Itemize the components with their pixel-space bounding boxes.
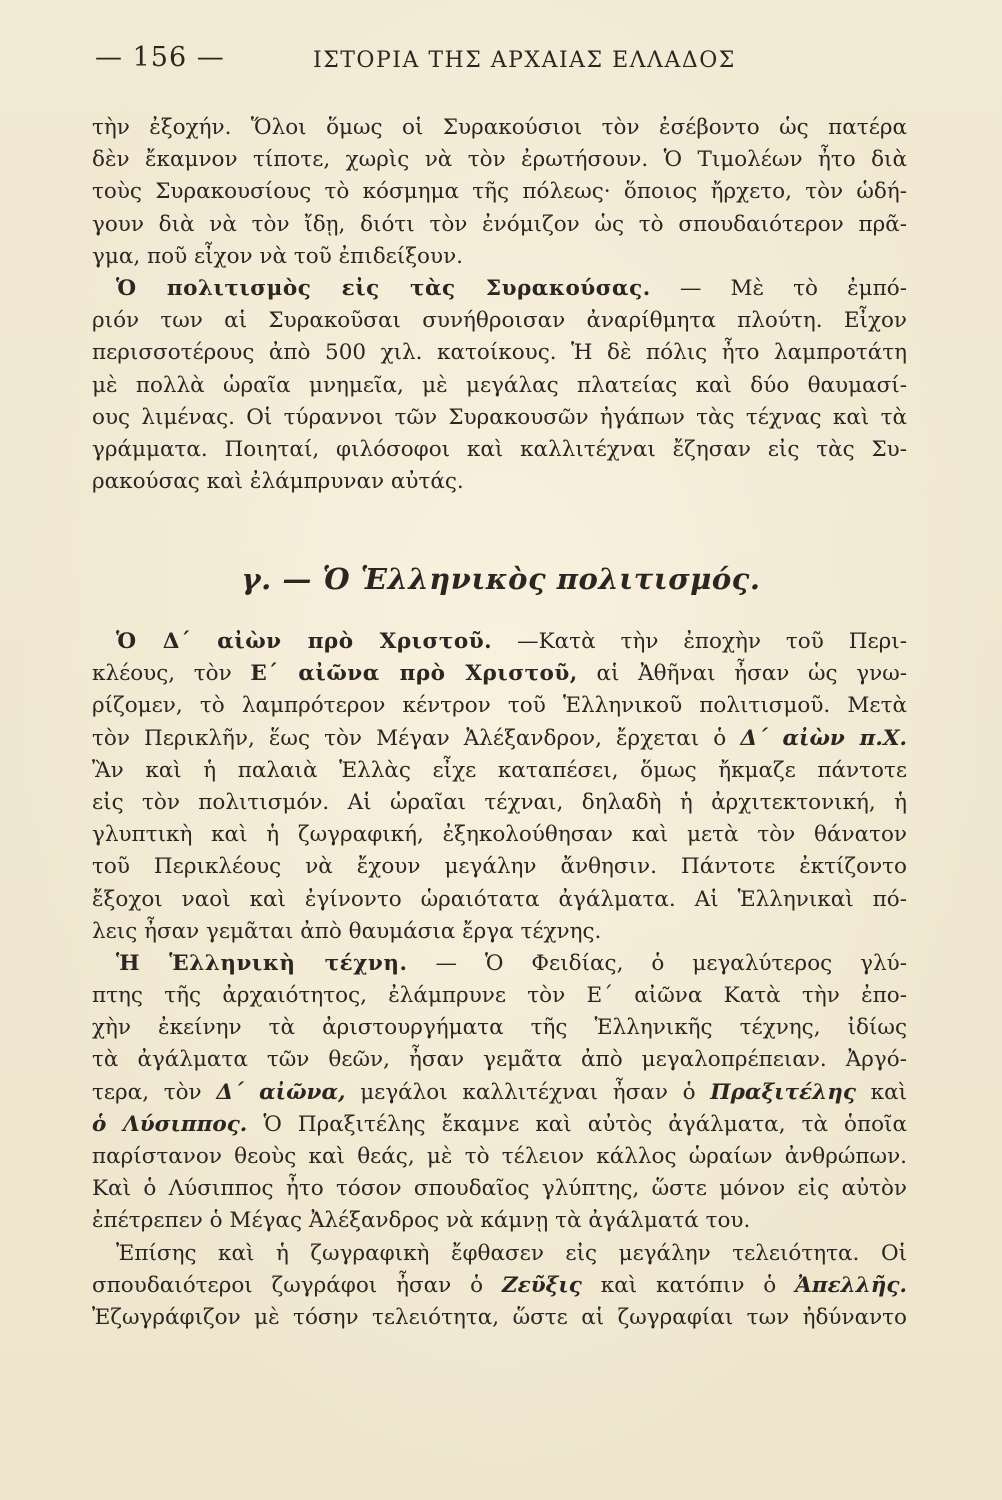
text-line: λεις ἦσαν γεμᾶται ἀπὸ θαυμάσια ἔργα τέχνης. — [92, 918, 602, 944]
text-line — [92, 1109, 907, 1141]
text-line: τοῦ Περικλέους νὰ ἔχουν μεγάλην ἄνθησιν. Πάντοτε ἐκτίζοντο — [92, 854, 907, 880]
paragraph-heading-line — [92, 626, 907, 658]
italic-run: Δ΄ αἰὼν π.Χ. — [740, 725, 907, 751]
text-line: τὴν ἐξοχήν. Ὅλοι ὅμως οἱ Συρακούσιοι τὸν ἐσέβοντο ὡς πατέρα — [92, 115, 907, 140]
inline-heading: Ε΄ αἰῶνα πρὸ Χριστοῦ, — [250, 661, 578, 687]
text-run: κλέους, τὸν — [92, 661, 232, 687]
text-run: — Ὁ Φειδίας, ὁ μεγαλύτερος γλύ- — [435, 950, 907, 976]
text-run: αἱ Ἀθῆναι ἦσαν ὡς γνω- — [596, 661, 907, 687]
italic-run: Ζεῦξις — [501, 1272, 582, 1298]
body-text-continued — [92, 626, 907, 1334]
text-line: ριόν των αἱ Συρακοῦσαι συνήθροισαν ἀναρίθμητα πλούτη. Εἶχον — [92, 308, 907, 334]
text-line: Ἐπίσης καὶ ἡ ζωγραφικὴ ἔφθασεν εἰς μεγάλην τελειότητα. Οἱ — [116, 1240, 907, 1266]
text-run: καὶ — [870, 1079, 907, 1105]
text-line: ρακούσας καὶ ἐλάμπρυναν αὐτάς. — [92, 469, 464, 495]
italic-run: Ἀπελλῆς. — [795, 1272, 907, 1298]
text-line: τοὺς Συρακουσίους τὸ κόσμημα τῆς πόλεως· ὅποιος ἤρχετο, τὸν ὡδή- — [92, 179, 907, 205]
text-line: γλυπτικὴ καὶ ἡ ζωγραφική, ἐξηκολούθησαν καὶ μετὰ τὸν θάνατον — [92, 822, 907, 848]
text-run: τὸν Περικλῆν, ἕως τὸν Μέγαν Ἀλέξανδρον, ἔρχεται ὁ — [92, 725, 727, 751]
text-line — [92, 658, 907, 690]
text-line: ρίζομεν, τὸ λαμπρότερον κέντρον τοῦ Ἑλληνικοῦ πολιτισμοῦ. Μετὰ — [92, 693, 907, 719]
text-line: Ἐζωγράφιζον μὲ τόσην τελειότητα, ὥστε αἱ ζωγραφίαι των ἠδύναντο — [92, 1304, 907, 1330]
running-title: ΙΣΤΟΡΙΑ ΤΗΣ ΑΡΧΑΙΑΣ ΕΛΛΑΔΟΣ — [313, 48, 736, 73]
paragraph-heading-line — [92, 273, 907, 305]
paragraph-heading-line — [92, 948, 907, 980]
body-text — [92, 112, 907, 498]
text-line: γράμματα. Ποιηταί, φιλόσοφοι καὶ καλλιτέχναι ἔζησαν εἰς τὰς Συ- — [92, 436, 907, 462]
text-line: γουν διὰ νὰ τὸν ἴδῃ, διότι τὸν ἐνόμιζον ὡς τὸ σπουδαιότερον πρᾶ- — [92, 211, 907, 237]
text-run: καὶ κατόπιν ὁ — [600, 1272, 777, 1298]
text-line: μὲ πολλὰ ὡραῖα μνημεῖα, μὲ μεγάλας πλατείας καὶ δύο θαυμασί- — [92, 372, 907, 398]
text-line: Καὶ ὁ Λύσιππος ἦτο τόσον σπουδαῖος γλύπτης, ὥστε μόνον εἰς αὐτὸν — [92, 1176, 907, 1202]
text-line: δὲν ἔκαμνον τίποτε, χωρὶς νὰ τὸν ἐρωτήσουν. Ὁ Τιμολέων ἦτο διὰ — [92, 147, 907, 173]
text-line: εἰς τὸν πολιτισμόν. Αἱ ὡραῖαι τέχναι, δηλαδὴ ἡ ἀρχιτεκτονική, ἡ — [92, 789, 907, 815]
text-line: πτης τῆς ἀρχαιότητος, ἐλάμπρυνε τὸν Ε΄ αἰῶνα Κατὰ τὴν ἐπο- — [92, 983, 907, 1009]
text-run: —Κατὰ τὴν ἐποχὴν τοῦ Περι- — [517, 629, 907, 654]
text-line: παρίστανον θεοὺς καὶ θεάς, μὲ τὸ τέλειον κάλλος ὡραίων ἀνθρώπων. — [92, 1144, 907, 1169]
text-line: ἔξοχοι ναοὶ καὶ ἐγίνοντο ὡραιότατα ἀγάλματα. Αἱ Ἑλληνικαὶ πό- — [92, 886, 907, 912]
italic-run: Πραξιτέλης — [710, 1079, 856, 1105]
paragraph-heading: Ὁ πολιτισμὸς εἰς τὰς Συρακούσας. — [116, 275, 651, 301]
text-line — [92, 723, 907, 755]
text-run: τερα, τὸν — [92, 1079, 202, 1105]
text-line: περισσοτέρους ἀπὸ 500 χιλ. κατοίκους. Ἡ δὲ πόλις ἦτο λαμπροτάτη — [92, 340, 907, 366]
text-run: Ὁ Πραξιτέλης ἔκαμνε καὶ αὐτὸς ἀγάλματα, τὰ ὁποῖα — [263, 1111, 907, 1137]
italic-run: ὁ Λύσιππος. — [92, 1111, 248, 1137]
text-line: Ἂν καὶ ἡ παλαιὰ Ἑλλὰς εἶχε καταπέσει, ὅμως ἤκμαζε πάντοτε — [92, 757, 907, 783]
section-heading: γ. — Ὁ Ἑλληνικὸς πολιτισμός. — [241, 562, 761, 596]
paragraph-heading: Ὁ Δ΄ αἰὼν πρὸ Χριστοῦ. — [116, 629, 493, 654]
italic-run: Δ΄ αἰῶνα, — [216, 1079, 346, 1105]
text-line: τὰ ἀγάλματα τῶν θεῶν, ἦσαν γεμᾶτα ἀπὸ μεγαλοπρέπειαν. Ἀργό- — [92, 1047, 907, 1073]
text-run: μεγάλοι καλλιτέχναι ἦσαν ὁ — [360, 1079, 696, 1105]
text-line: γμα, ποῦ εἶχον νὰ τοῦ ἐπιδείξουν. — [92, 243, 463, 269]
text-line: χὴν ἐκείνην τὰ ἀριστουργήματα τῆς Ἑλληνικῆς τέχνης, ἰδίως — [92, 1015, 907, 1041]
text-run: — Μὲ τὸ ἐμπό- — [679, 275, 907, 301]
page-header — [95, 42, 915, 82]
text-run: σπουδαιότεροι ζωγράφοι ἦσαν ὁ — [92, 1272, 484, 1298]
text-line — [92, 1270, 907, 1302]
page-number: — 156 — — [95, 42, 225, 73]
text-line: ους λιμένας. Οἱ τύραννοι τῶν Συρακουσῶν ἠγάπων τὰς τέχνας καὶ τὰ — [92, 404, 907, 430]
text-line: ἐπέτρεπεν ὁ Μέγας Ἀλέξανδρος νὰ κάμνῃ τὰ ἀγάλματά του. — [92, 1208, 751, 1234]
paragraph-heading: Ἡ Ἑλληνικὴ τέχνη. — [116, 950, 408, 976]
text-line — [92, 1077, 907, 1109]
